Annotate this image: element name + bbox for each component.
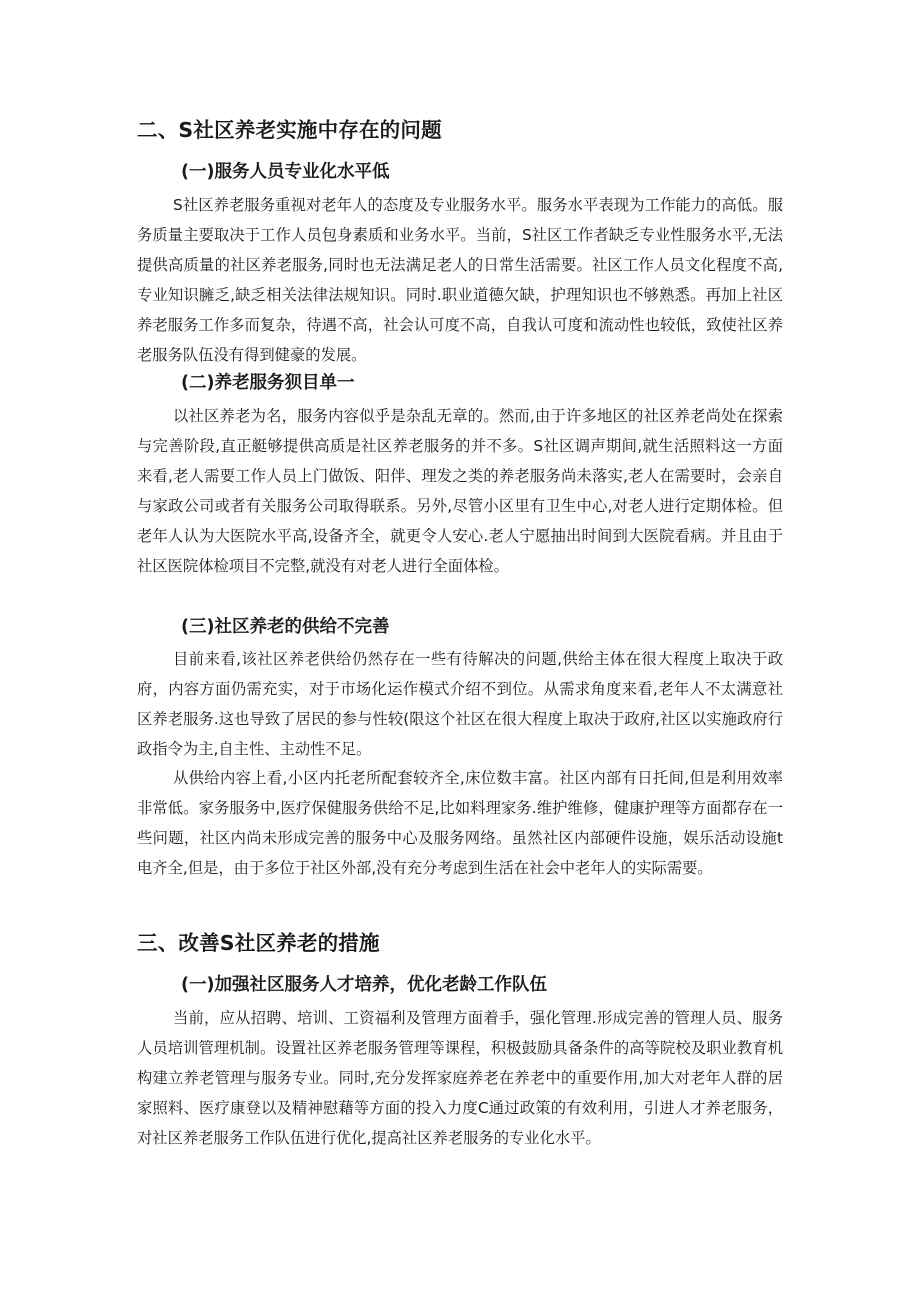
section-2-subheading-3: (三)社区养老的供给不完善 — [181, 617, 390, 637]
section-2-title: 二、S社区养老实施中存在的问题 — [137, 118, 442, 142]
section-2-paragraph-2: 以社区养老为名，服务内容似乎是杂乱无章的。然而,由于许多地区的社区养老尚处在探索与完善阶段,直正艇够提供高质是社区养老服务的并不多。S社区调声期间,就生活照料这一方面来看,老人需要工作人员上门做饭、阳伴、理发之类的养老服务尚未落实,老人在需要时，会亲自与家政公司或者有关服务公司取得联系。另外,尽管小区里有卫生中心,对老人进行定期体检。但老年人认为大医院水平高,设备齐全，就更令人安心.老人宁愿抽出时间到大医院看病。并且由于社区医院体检项目不完整,就没有对老人进行全面体检。 — [137, 407, 783, 575]
section-3-subheading-1: (一)加强社区服务人才培养，优化老龄工作队伍 — [181, 975, 547, 995]
section-2-subheading-2: (二)养老服务狈目单一 — [181, 373, 355, 393]
section-2-subheading-1: (一)服务人员专业化水平低 — [181, 162, 390, 182]
section-2-paragraph-3: 目前来看,该社区养老供给仍然存在一些有待解决的问题,供给主体在很大程度上取决于政府，内容方面仍需充实，对于市场化运作模式介绍不到位。从需求角度来看,老年人不太满意社区养老服务.这也导致了居民的参与性较(限这个社区在很大程度上取决于政府,社区以实施政府行政指令为主,自主性、主动性不足。 — [137, 650, 783, 758]
section-3-paragraph-1: 当前，应从招聘、培训、工资福利及管理方面着手，强化管理.形成完善的管理人员、服务人员培训管理机制。设置社区养老服务管理等课程，积极鼓励具备条件的高等院校及职业教育机构建立养老管理与服务专业。同时,充分发挥家庭养老在养老中的重要作用,加大对老年人群的居家照料、医疗康登以及精神慰藉等方面的投入力度C通过政策的有效利用，引进人才养老服务，对社区养老服务工作队伍进行优化,提高社区养老服务的专业化水平。 — [137, 1009, 783, 1147]
section-3-title: 三、改善S社区养老的措施 — [137, 931, 380, 955]
section-2-paragraph-4: 从供给内容上看,小区内托老所配套较齐全,床位数丰富。社区内部有日托间,但是利用效率非常低。家务服务中,医疗保健服务供给不足,比如料理家务.维护维修，健康护理等方面都存在一些问题，社区内尚未形成完善的服务中心及服务网络。虽然社区内部硬件设施，娱乐活动设施t电齐全,但是，由于多位于社区外部,没有充分考虑到生活在社会中老年人的实际需要。 — [137, 769, 783, 877]
section-2-paragraph-1: S社区养老服务重视对老年人的态度及专业服务水平。服务水平表现为工作能力的高低。服务质量主要取决于工作人员包身素质和业务水平。当前，S社区工作者缺乏专业性服务水平,无法提供高质量的社区养老服务,同时也无法满足老人的日常生活需要。社区工作人员文化程度不高,专业知识臃乏,缺乏相关法律法规知识。同时.职业道德欠缺，护理知识也不够熟悉。再加上社区养老服务工作多而复杂，待遇不高，社会认可度不高，自我认可度和流动性也较低，致使社区养老服务队伍没有得到健豪的发展。 — [137, 196, 783, 364]
